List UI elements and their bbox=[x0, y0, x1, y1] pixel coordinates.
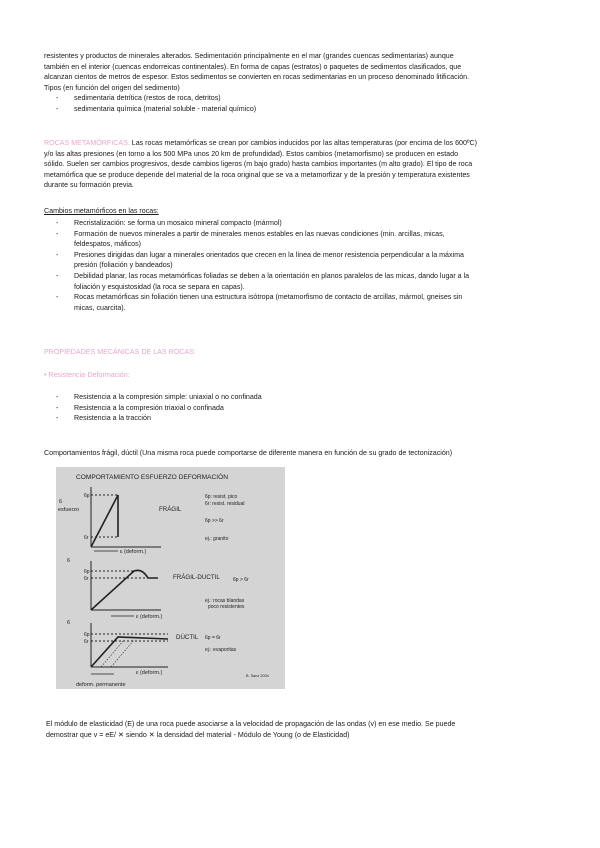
list-item-text: foliación y esquistosidad (la roca se separa en capas). bbox=[74, 282, 245, 291]
fragil-ductil-curve bbox=[91, 570, 158, 610]
modulo-line-2: demostrar que v = eE/ ✕ siendo ✕ la densidad del material - Módulo de Young (o de Elasticidad) bbox=[46, 730, 350, 739]
tipos-list bbox=[44, 93, 572, 114]
sr-label: 6r bbox=[84, 576, 89, 582]
intro-line-1: resistentes y productos de minerales alterados. Sedimentación principalmente en el mar (grandes cuencas sedimentarias) aunque bbox=[44, 52, 454, 60]
comportamientos-text: Comportamientos frágil, dúctil (Una misma roca puede comportarse de diferente manera en función de su grado de tectonización) bbox=[44, 449, 453, 457]
list-item-text: feldespatos, máficos) bbox=[74, 240, 142, 249]
sp-label: 6p bbox=[84, 493, 90, 499]
list-item bbox=[44, 218, 572, 229]
relation-fragil-ductil: 6p > 6r bbox=[233, 577, 249, 583]
esfuerzo-label: esfuerzo bbox=[58, 507, 80, 513]
sigma-label: 6 bbox=[59, 499, 63, 505]
figure-title: COMPORTAMIENTO ESFUERZO DEFORMACIÓN bbox=[76, 474, 229, 481]
cambios-list bbox=[44, 218, 572, 313]
relation-fragil: 6p >> 6r bbox=[205, 518, 224, 524]
example-fragil: ej.: granito bbox=[205, 536, 229, 542]
list-item: - Resistencia a la compresión simple: uniaxial o no confinada bbox=[44, 392, 572, 403]
list-item-text: presión (foliación y bandeados) bbox=[74, 261, 173, 270]
legend-sr: 6r: resist. residual bbox=[205, 501, 245, 507]
list-item: - sedimentaria detrítica (restos de roca, detritos) bbox=[44, 93, 572, 104]
intro-line-3: alcanzan cientos de metros de espesor. Estos sedimentos se convierten en rocas sedimentarias en un proceso denominado litificación. bbox=[44, 73, 470, 82]
example-fragil-ductil-1: ej.: rocas blandas bbox=[205, 598, 245, 604]
list-item-text: - Debilidad planar, las rocas metamórficas foliadas se deben a la orientación en planos paralelos de las micas, dando lugar a la bbox=[74, 271, 470, 280]
mecanicas-heading: PROPIEDADES MECÁNICAS DE LAS ROCAS: bbox=[44, 348, 196, 356]
metamorficas-line-4: metamórfica que se produce depende del material de la roca original que se va a metamorfizar y de la presión y temperatura existentes bbox=[44, 170, 470, 179]
relation-ductil: 6p = 6r bbox=[205, 635, 221, 641]
sp-label: 6p bbox=[84, 569, 90, 575]
ductil-label: DÚCTIL bbox=[176, 634, 199, 641]
modulo-paragraph bbox=[46, 719, 574, 740]
list-item: - Resistencia a la compresión triaxial o confinada bbox=[44, 403, 572, 414]
legend-sp: 6p: resist. pico bbox=[205, 494, 238, 500]
metamorficas-paragraph bbox=[44, 138, 572, 191]
resistencia-subheading: • Resistencia-Deformación: bbox=[44, 371, 130, 379]
list-item bbox=[44, 292, 572, 313]
deform-permanente-label: deform. permanente bbox=[76, 682, 126, 688]
metamorficas-line-2: y/o las altas presiones (en torno a los 500 MPa unos 20 km de profundidad). Estos cambios (metamorfismo) se producen en estado bbox=[44, 149, 459, 158]
stress-strain-figure bbox=[56, 467, 285, 689]
metamorficas-line-3: sólido. Suelen ser cambios progresivos, desde cambios ligeros (m bajo grado) hasta cambios importantes (m alto grado). El tipo de roca bbox=[44, 160, 473, 169]
list-item-text: - Formación de nuevos minerales a partir de minerales menos estables en las nuevas condiciones (min. arcillas, micas, bbox=[74, 229, 445, 238]
list-item bbox=[44, 250, 572, 271]
list-item-text: - Presiones dirigidas dan lugar a minerales orientados que crecen en la línea de menor resistencia perpendicular a la máxima bbox=[74, 250, 464, 259]
list-item bbox=[44, 229, 572, 250]
panel-ductil bbox=[67, 620, 269, 688]
sr-label: 6r bbox=[84, 639, 89, 645]
list-item-text: - Recristalización: se forma un mosaico mineral compacto (mármol) bbox=[74, 219, 282, 227]
example-fragil-ductil-2: poco resistentes bbox=[208, 604, 245, 610]
metamorficas-line-5: durante su formación previa. bbox=[44, 181, 134, 190]
tipos-label: Tipos (en función del origen del sedimento) bbox=[44, 83, 180, 92]
intro-paragraph bbox=[44, 51, 572, 93]
list-item: - Resistencia a la tracción bbox=[44, 413, 572, 424]
intro-line-2: también en el interior (cuencas endorreicas continentales). En forma de capas (estratos) o paquetes de sedimentos clasificados, que bbox=[44, 62, 462, 71]
list-item-text: - Rocas metamórficas sin foliación tienen una estructura isótropa (metamorfismo de contacto de arcillas, mármol, gneises sin bbox=[74, 293, 463, 302]
metamorficas-heading: ROCAS METAMÓRFICAS: bbox=[44, 139, 130, 147]
fragil-ductil-label: FRÁGIL-DUCTIL bbox=[173, 574, 220, 581]
example-ductil: ej.: evaporitas bbox=[205, 647, 237, 653]
panel-fragil bbox=[58, 487, 244, 555]
list-item: - sedimentaria química (material soluble - material químico) bbox=[44, 104, 572, 115]
resistencia-list bbox=[44, 392, 572, 424]
metamorficas-text-1: Las rocas metamórficas se crean por cambios inducidos por las altas temperaturas (por encima de los 600ºC) bbox=[129, 139, 477, 147]
sigma-label: 6 bbox=[67, 558, 71, 564]
sp-label: 6p bbox=[84, 632, 90, 638]
unload-line bbox=[111, 640, 134, 667]
modulo-line-1: El módulo de elasticidad (E) de una roca puede asociarse a la velocidad de propagación de las ondas (v) en ese medio. Se puede bbox=[46, 720, 456, 728]
list-item-text: micas, cuarcita). bbox=[74, 303, 126, 312]
fragil-label: FRÁGIL bbox=[159, 506, 182, 513]
eps-label: ε (deform.) bbox=[120, 549, 147, 555]
fragil-curve bbox=[91, 495, 118, 547]
eps-label: ε (deform.) bbox=[136, 614, 163, 620]
cambios-heading: Cambios metamórficos en las rocas: bbox=[44, 207, 159, 215]
figure-credit: B. Sanz 2004 bbox=[246, 674, 269, 678]
stress-strain-diagram bbox=[56, 467, 285, 689]
list-item bbox=[44, 271, 572, 292]
eps-label: ε (deform.) bbox=[136, 670, 163, 676]
sigma-label: 6 bbox=[67, 620, 71, 626]
sr-label: 6r bbox=[84, 535, 89, 541]
panel-fragil-ductil bbox=[67, 558, 249, 620]
